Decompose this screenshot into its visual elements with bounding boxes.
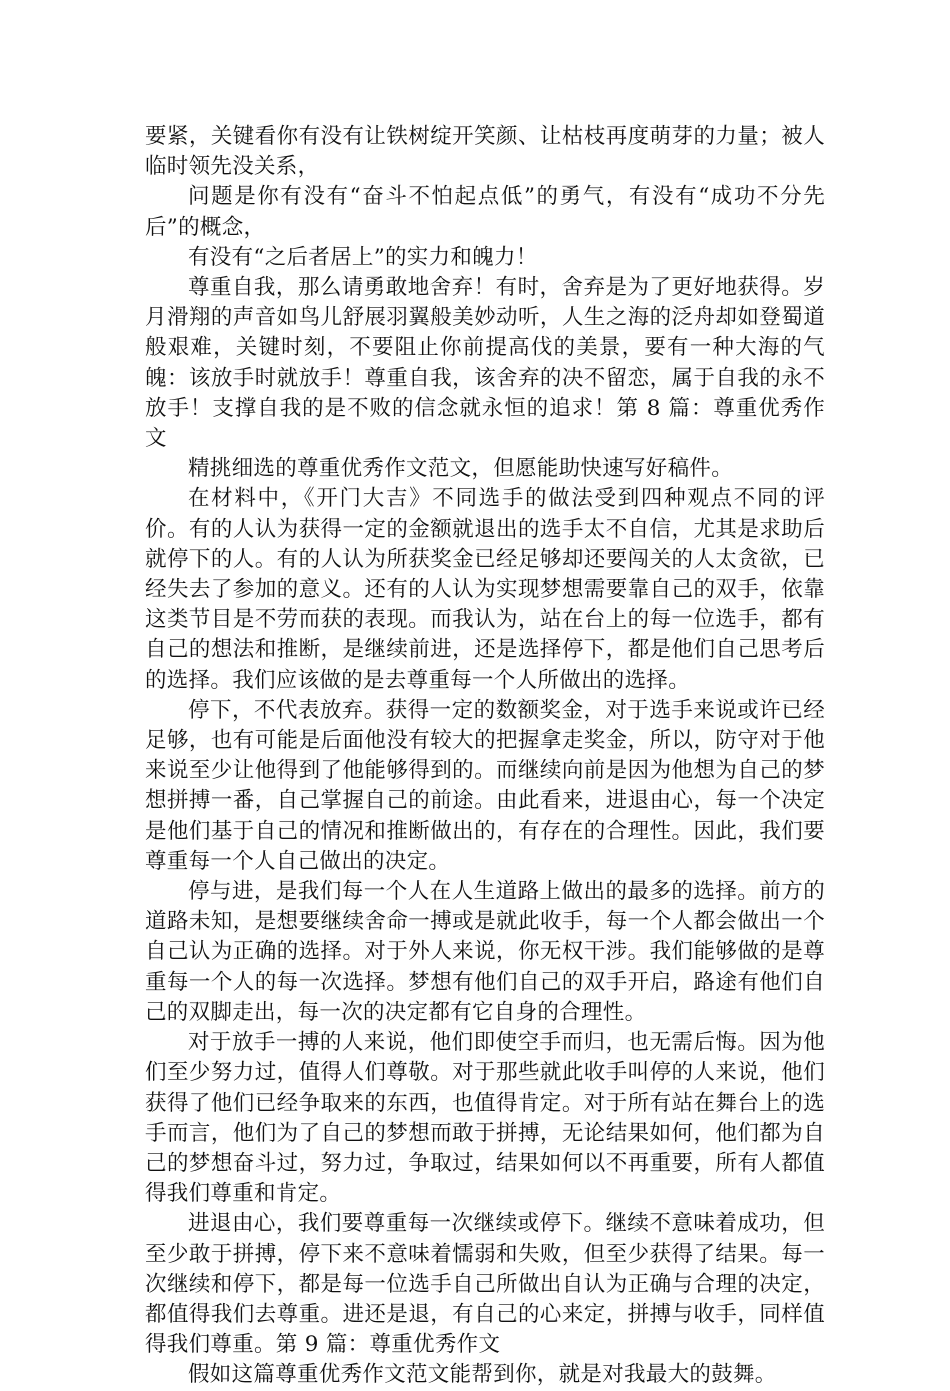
paragraph-3: 有没有“之后者居上”的实力和魄力！ xyxy=(188,244,538,270)
paragraph-9: 对于放手一搏的人来说，他们即使空手而归，也无需后悔。因为他们至少努力过，值得人们尊敬。对于那些就此收手叫停的人来说，他们获得了他们已经争取来的东西，也值得肯定。对于所有站在舞台上的选手而言，他们为了自己的梦想而敢于拼搏，无论结果如何，他们都为自己的梦想奋斗过，努力过，争取过，结果如何以不再重要，所有人都值得我们尊重和肯定。 xyxy=(145,1030,825,1207)
paragraph-5: 精挑细选的尊重优秀作文范文，但愿能助快速写好稿件。 xyxy=(188,456,734,482)
paragraph-6: 在材料中，《开门大吉》不同选手的做法受到四种观点不同的评价。有的人认为获得一定的金额就退出的选手太不自信，尤其是求助后就停下的人。有的人认为所获奖金已经足够却还要闯关的人太贪欲，已经失去了参加的意义。还有的人认为实现梦想需要靠自己的双手，依靠这类节目是不劳而获的表现。而我认为，站在台上的每一位选手，都有自己的想法和推断，是继续前进，还是选择停下，都是他们自己思考后的选择。我们应该做的是去尊重每一个人所做出的选择。 xyxy=(145,486,825,693)
paragraph-7: 停下，不代表放弃。获得一定的数额奖金，对于选手来说或许已经足够，也有可能是后面他没有较大的把握拿走奖金，所以，防守对于他来说至少让他得到了他能够得到的。而继续向前是因为他想为自己的梦想拼搏一番，自己掌握自己的前途。由此看来，进退由心，每一个决定是他们基于自己的情况和推断做出的，有存在的合理性。因此，我们要尊重每一个人自己做出的决定。 xyxy=(145,697,825,874)
paragraph-8: 停与进，是我们每一个人在人生道路上做出的最多的选择。前方的道路未知，是想要继续舍命一搏或是就此收手，每一个人都会做出一个自己认为正确的选择。对于外人来说，你无权干涉。我们能够做的是尊重每一个人的每一次选择。梦想有他们自己的双手开启，路途有他们自己的双脚走出，每一次的决定都有它自身的合理性。 xyxy=(145,879,825,1025)
paragraph-11: 假如这篇尊重优秀作文范文能帮到你，就是对我最大的鼓舞。 xyxy=(188,1362,777,1388)
paragraph-4: 尊重自我，那么请勇敢地舍弃！有时，舍弃是为了更好地获得。岁月滑翔的声音如鸟儿舒展羽翼般美妙动听，人生之海的泛舟却如登蜀道般艰难，关键时刻，不要阻止你前提高伐的美景，要有一种大海的气魄：该放手时就放手！尊重自我，该舍弃的决不留恋，属于自我的永不放手！支撑自我的是不败的信念就永恒的追求！第 8 篇：尊重优秀作文 xyxy=(145,275,825,452)
document-page xyxy=(145,122,825,1391)
paragraph-1: 要紧，关键看你有没有让铁树绽开笑颜、让枯枝再度萌芽的力量；被人临时领先没关系， xyxy=(145,124,825,180)
paragraph-10: 进退由心，我们要尊重每一次继续或停下。继续不意味着成功，但至少敢于拼搏，停下来不意味着懦弱和失败，但至少获得了结果。每一次继续和停下，都是每一位选手自己所做出自认为正确与合理的决定，都值得我们去尊重。进还是退，有自己的心来定，拼搏与收手，同样值得我们尊重。第 9 篇：尊重优秀作文 xyxy=(145,1211,825,1358)
paragraph-2: 问题是你有没有“奋斗不怕起点低”的勇气，有没有“成功不分先后”的概念， xyxy=(145,184,825,240)
